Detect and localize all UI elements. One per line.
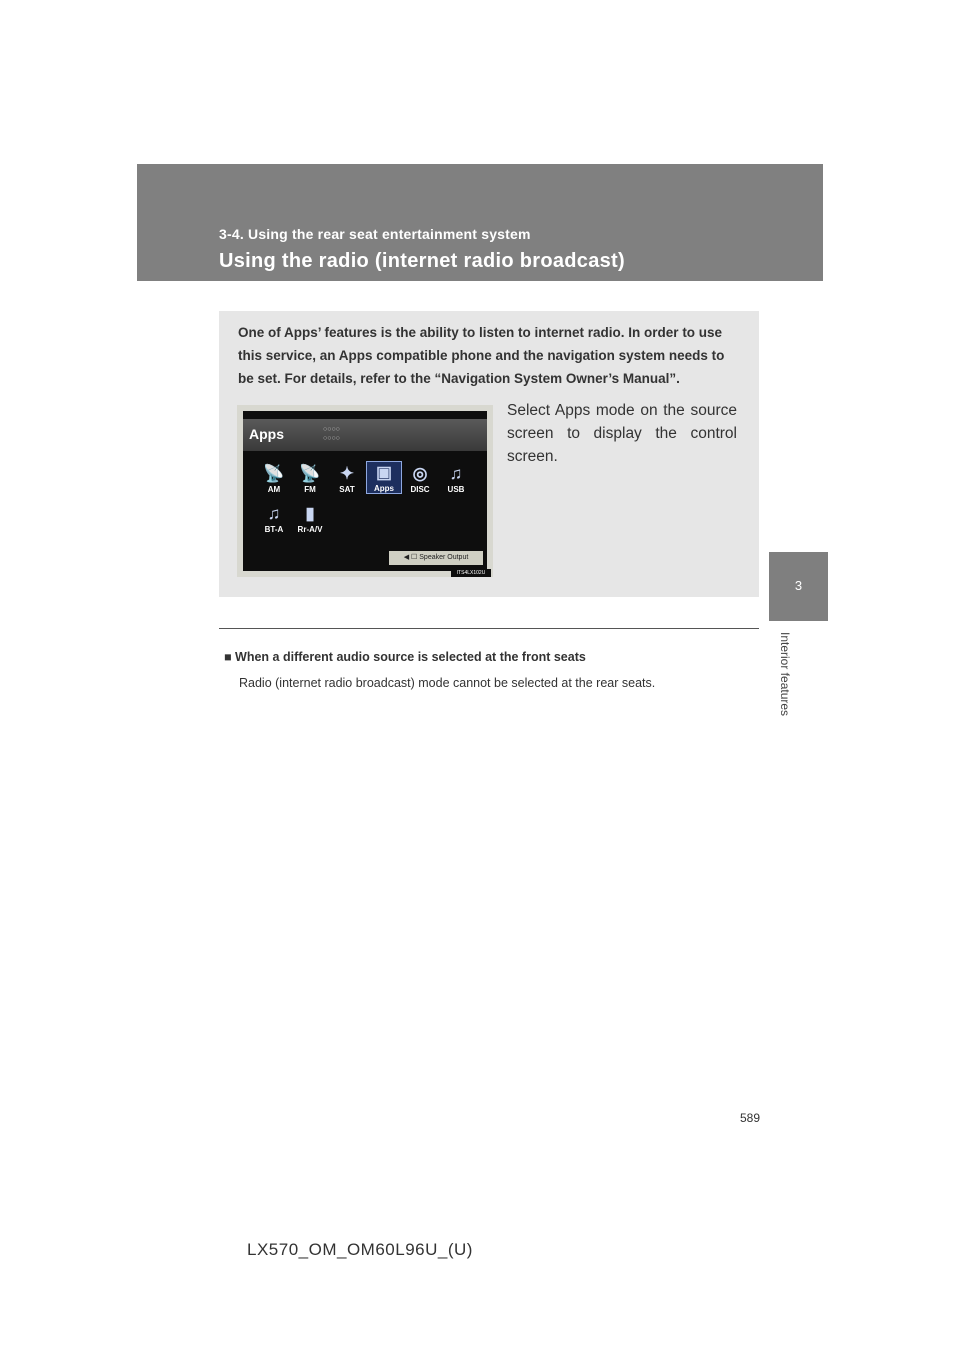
rear-screen-icon: ▮ [305,504,315,523]
note-heading-text: When a different audio source is selected at the front seats [235,650,586,664]
note-heading [224,650,586,664]
section-label: 3-4. Using the rear seat entertainment system [219,226,531,242]
source-am-button[interactable] [257,463,291,494]
document-code: LX570_OM_OM60L96U_(U) [247,1240,473,1259]
source-label: SAT [339,485,355,494]
source-label: FM [304,485,316,494]
source-label: Rr-A/V [297,525,323,534]
note-body: Radio (internet radio broadcast) mode cannot be selected at the rear seats. [239,676,656,690]
antenna-icon: 📡 [299,464,321,483]
speaker-output-button[interactable]: ◀ ☐ Speaker Output [389,551,483,565]
antenna-icon: 📡 [263,464,285,483]
intro-box [219,311,759,597]
source-label: BT-A [264,525,284,534]
apps-screen-image [237,405,493,577]
image-code: ITS4LX102U [451,569,491,577]
source-label: USB [447,485,465,494]
disc-icon: ◎ [412,464,428,483]
square-bullet-icon: ■ [224,650,232,664]
divider [219,628,759,629]
page-title: Using the radio (internet radio broadcast) [219,250,625,272]
source-label: DISC [410,485,430,494]
source-disc-button[interactable] [403,463,437,494]
screen-title-bar [243,419,487,451]
intro-text: One of Apps’ features is the ability to listen to internet radio. In order to use this service, an Apps compatible phone and the navigation system needs to be set. For details, refer to the “Navigation System Owner’s Manual”. [238,325,725,386]
section-header [137,164,823,281]
apps-icon: ▣ [375,463,393,482]
music-note-icon: ♫ [449,464,463,483]
status-dots-icon: ○○○○ ○○○○ [323,426,340,442]
source-bt-a-button[interactable] [257,503,291,534]
page-number: 589 [739,1111,760,1125]
chapter-label: Interior features [778,632,792,717]
screen-caption: Select Apps mode on the source screen to display the control screen. [507,402,737,465]
music-note-icon: ♫ [267,504,281,523]
screen-title: Apps [249,426,284,442]
source-fm-button[interactable] [293,463,327,494]
source-label: Apps [374,484,394,493]
satellite-icon: ✦ [339,464,355,483]
chapter-number: 3 [794,578,803,593]
source-apps-button[interactable] [366,461,402,494]
source-label: AM [267,485,281,494]
source-screen [243,411,487,571]
chapter-tab [769,552,828,621]
source-sat-button[interactable] [330,463,364,494]
source-rr-av-button[interactable] [293,503,327,534]
source-usb-button[interactable] [439,463,473,494]
